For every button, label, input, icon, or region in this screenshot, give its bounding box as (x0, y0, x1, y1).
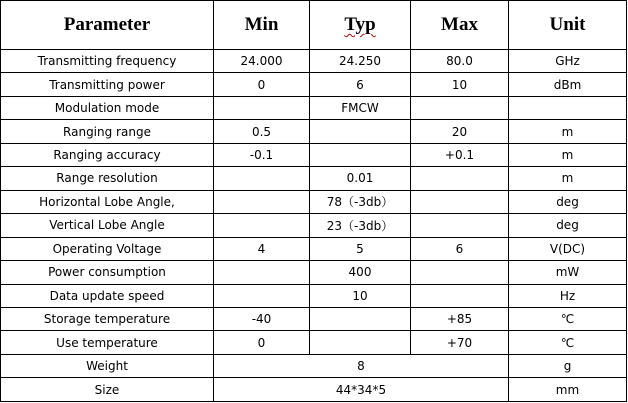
cell-unit: deg (509, 190, 627, 213)
cell-typ: 400 (310, 261, 411, 284)
cell-min (214, 284, 310, 307)
cell-parameter: Weight (1, 354, 214, 377)
cell-unit: m (509, 143, 627, 166)
table-row (1, 50, 627, 73)
cell-min: 0.5 (214, 120, 310, 143)
cell-unit: Hz (509, 284, 627, 307)
cell-typ: 24.250 (310, 50, 411, 73)
cell-max (411, 167, 509, 190)
cell-unit: ℃ (509, 331, 627, 354)
cell-min: 0 (214, 73, 310, 96)
cell-unit: GHz (509, 50, 627, 73)
cell-max: 80.0 (411, 50, 509, 73)
cell-typ: 23（-3db） (310, 214, 411, 237)
cell-parameter: Power consumption (1, 261, 214, 284)
cell-parameter: Operating Voltage (1, 237, 214, 260)
cell-parameter: Transmitting power (1, 73, 214, 96)
cell-parameter: Ranging range (1, 120, 214, 143)
cell-parameter: Data update speed (1, 284, 214, 307)
cell-value-merged: 44*34*5 (214, 378, 509, 402)
table-row (1, 214, 627, 237)
cell-min (214, 214, 310, 237)
cell-typ: 5 (310, 237, 411, 260)
table-row (1, 261, 627, 284)
cell-unit (509, 96, 627, 119)
cell-min (214, 261, 310, 284)
header-row (1, 1, 627, 50)
cell-unit: m (509, 167, 627, 190)
cell-parameter: Ranging accuracy (1, 143, 214, 166)
cell-parameter: Transmitting frequency (1, 50, 214, 73)
cell-min (214, 190, 310, 213)
cell-typ (310, 143, 411, 166)
cell-max: +85 (411, 307, 509, 330)
cell-parameter: Size (1, 378, 214, 402)
table-row-size (1, 378, 627, 402)
header-parameter: Parameter (1, 1, 214, 50)
cell-unit: mm (509, 378, 627, 402)
header-max: Max (411, 1, 509, 50)
cell-typ (310, 307, 411, 330)
table-row (1, 307, 627, 330)
cell-max: +0.1 (411, 143, 509, 166)
cell-unit: m (509, 120, 627, 143)
cell-parameter: Storage temperature (1, 307, 214, 330)
table-row (1, 190, 627, 213)
cell-parameter: Use temperature (1, 331, 214, 354)
cell-max (411, 214, 509, 237)
cell-unit: ℃ (509, 307, 627, 330)
cell-unit: g (509, 354, 627, 377)
cell-typ: FMCW (310, 96, 411, 119)
cell-unit: mW (509, 261, 627, 284)
cell-parameter: Modulation mode (1, 96, 214, 119)
table-row (1, 120, 627, 143)
table-row (1, 284, 627, 307)
cell-unit: deg (509, 214, 627, 237)
cell-value-merged: 8 (214, 354, 509, 377)
cell-max: 6 (411, 237, 509, 260)
cell-max (411, 96, 509, 119)
table-row (1, 96, 627, 119)
cell-min: 24.000 (214, 50, 310, 73)
cell-typ: 78（-3db） (310, 190, 411, 213)
cell-min: 4 (214, 237, 310, 260)
table-row (1, 331, 627, 354)
header-min: Min (214, 1, 310, 50)
cell-parameter: Horizontal Lobe Angle, (1, 190, 214, 213)
header-unit: Unit (509, 1, 627, 50)
cell-typ (310, 120, 411, 143)
cell-min (214, 96, 310, 119)
cell-min: -40 (214, 307, 310, 330)
table-row (1, 73, 627, 96)
cell-max (411, 284, 509, 307)
cell-typ (310, 331, 411, 354)
header-typ: Typ (310, 1, 411, 50)
cell-min: -0.1 (214, 143, 310, 166)
table-row (1, 237, 627, 260)
cell-parameter: Range resolution (1, 167, 214, 190)
cell-max (411, 190, 509, 213)
table-row-weight (1, 354, 627, 377)
cell-unit: V(DC) (509, 237, 627, 260)
cell-max: 10 (411, 73, 509, 96)
cell-max: 20 (411, 120, 509, 143)
cell-typ: 0.01 (310, 167, 411, 190)
table-row (1, 167, 627, 190)
cell-parameter: Vertical Lobe Angle (1, 214, 214, 237)
cell-max (411, 261, 509, 284)
cell-unit: dBm (509, 73, 627, 96)
cell-max: +70 (411, 331, 509, 354)
cell-min: 0 (214, 331, 310, 354)
cell-min (214, 167, 310, 190)
table-row (1, 143, 627, 166)
cell-typ: 10 (310, 284, 411, 307)
cell-typ: 6 (310, 73, 411, 96)
